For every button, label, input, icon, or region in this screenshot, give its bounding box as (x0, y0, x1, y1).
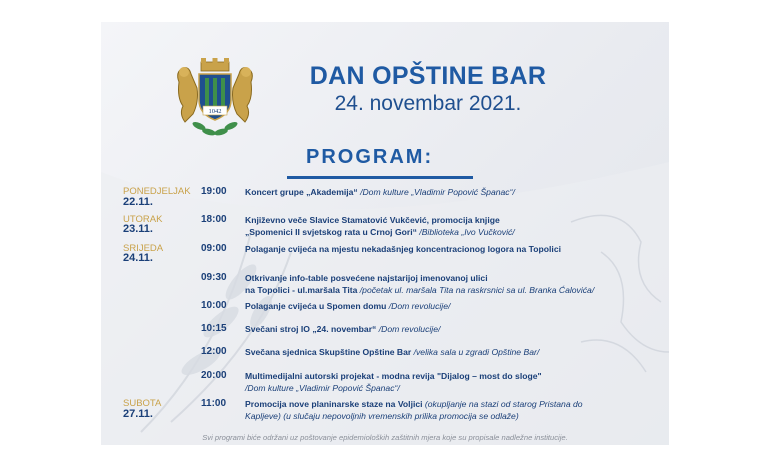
event-time: 09:30 (201, 272, 227, 283)
event-title: Otkrivanje info-table posvećene najstarijoj imenovanoj ulici (245, 273, 488, 283)
event-location: (okupljanje na stazi od starog Pristana do (422, 399, 583, 409)
lion-left-icon (178, 67, 198, 122)
event-location: /Dom revolucije/ (386, 301, 451, 311)
event-time: 12:00 (201, 346, 227, 357)
event-location: /velika sala u zgradi Opštine Bar/ (411, 347, 540, 357)
event-line (245, 370, 663, 382)
event-description (245, 272, 663, 296)
event-location: Kapljeve) (u slučaju nepovoljnih vremenskih prilika promocija se odlaže) (245, 411, 519, 421)
event-line (245, 300, 663, 312)
event-description (245, 214, 663, 238)
event-time: 19:00 (201, 186, 227, 197)
event-line (245, 323, 663, 335)
day-date: 24.11. (123, 252, 153, 264)
event-description (245, 323, 663, 335)
municipality-crest (169, 52, 261, 144)
event-location: /Dom revolucije/ (376, 324, 441, 334)
event-title: Svečani stroj IO „24. novembar“ (245, 324, 377, 334)
footer-note: Svi programi biće održani uz poštovanje epidemioloških zaštitnih mjera koje su propisale nadležne institucije. (202, 433, 568, 442)
event-time: 10:00 (201, 300, 227, 311)
event-line (245, 186, 663, 198)
page-title: DAN OPŠTINE BAR (309, 62, 547, 90)
event-description (245, 346, 663, 358)
event-location: /Dom kulture „Vladimir Popović Španac“/ (245, 383, 400, 393)
event-title: Polaganje cvijeća na mjestu nekadašnjeg koncentracionog logora na Topolici (245, 244, 561, 254)
event-time: 10:15 (201, 323, 227, 334)
day-name: UTORAK (123, 214, 163, 225)
event-line (245, 214, 663, 226)
crown-icon (201, 58, 229, 71)
program-underline (287, 176, 473, 179)
day-date: 23.11. (123, 223, 153, 235)
event-description (245, 186, 663, 198)
event-time: 11:00 (201, 398, 227, 409)
event-title: Svečana sjednica Skupštine Opštine Bar (245, 347, 412, 357)
event-description (245, 300, 663, 312)
day-name: PONEDJELJAK (123, 186, 191, 197)
shield-icon (199, 74, 231, 120)
event-line (245, 398, 663, 410)
event-title: Polaganje cvijeća u Spomen domu (245, 301, 387, 311)
event-title: Koncert grupe „Akademija“ (245, 187, 358, 197)
laurel-icon (191, 120, 238, 136)
event-description (245, 243, 663, 255)
event-description (245, 398, 663, 422)
event-description (245, 370, 663, 394)
event-location: /Biblioteka „Ivo Vučković/ (416, 227, 515, 237)
event-title: Multimedijalni autorski projekat - modna revija "Dijalog – most do sloge" (245, 371, 542, 381)
event-time: 09:00 (201, 243, 227, 254)
day-date: 22.11. (123, 196, 153, 208)
lion-right-icon (233, 67, 253, 122)
event-date: 24. novembar 2021. (334, 92, 522, 115)
event-time: 18:00 (201, 214, 227, 225)
event-line (245, 382, 663, 394)
event-location: /Dom kulture „Vladimir Popović Španac“/ (357, 187, 515, 197)
day-name: SRIJEDA (123, 243, 164, 254)
event-title: Književno veče Slavice Stamatović Vukčević, promocija knjige (245, 215, 500, 225)
event-line (245, 226, 663, 238)
event-line (245, 243, 663, 255)
event-line (245, 284, 663, 296)
event-poster (101, 22, 669, 445)
event-title: na Topolici - ul.maršala Tita (245, 285, 358, 295)
event-line (245, 346, 663, 358)
event-title: Promocija nove planinarske staze na Voljici (245, 399, 423, 409)
event-location: /početak ul. maršala Tita na raskrsnici sa ul. Branka Ćalovića/ (357, 285, 595, 295)
day-name: SUBOTA (123, 398, 162, 409)
event-title: „Spomenici II svjetskog rata u Crnoj Gori“ (245, 227, 417, 237)
event-time: 20:00 (201, 370, 227, 381)
event-line (245, 272, 663, 284)
svg-text:1042: 1042 (208, 108, 222, 115)
event-line (245, 410, 663, 422)
program-heading: PROGRAM: (306, 146, 434, 168)
day-date: 27.11. (123, 408, 153, 420)
